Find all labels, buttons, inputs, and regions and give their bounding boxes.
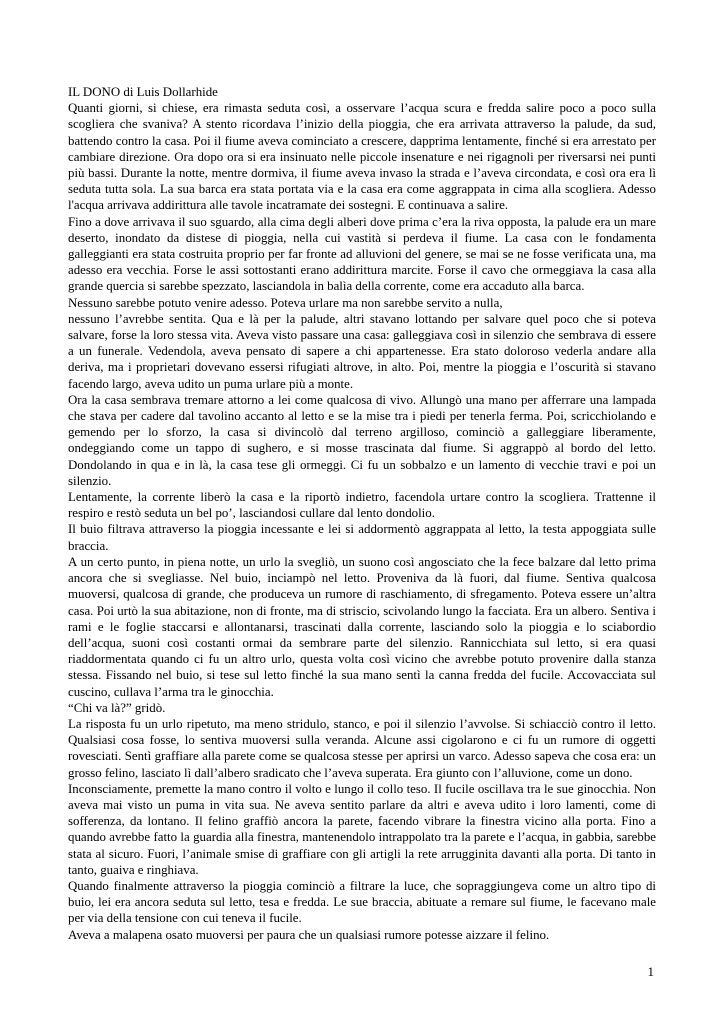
document-title: IL DONO di Luis Dollarhide <box>68 85 218 99</box>
paragraph: Quando finalmente attraverso la pioggia cominciò a filtrare la luce, che sopraggiungeva come un altro tipo di buio, lei era ancora seduta sul letto, tesa e fredda. Le sue braccia, abituate a remare sul fiume, le facevano male per via della tensione con cui teneva il fucile. <box>68 878 656 926</box>
paragraph: “Chi va là?” gridò. <box>68 700 166 715</box>
paragraph: Inconsciamente, premette la mano contro il volto e lungo il collo teso. Il fucile oscillava tra le sue ginocchia. Non aveva mai visto un puma in vita sua. Ne aveva sentito parlare da altri e aveva udito i loro lamenti, come di sofferenza, da lontano. Il felino graffiò ancora la parete, facendo vibrare la finestra vicino alla porta. Fino a quando avrebbe fatto la guardia alla finestra, mantenendolo intrappolato tra la parete e l’acqua, in gabbia, sarebbe stata al sicuro. Fuori, l’animale smise di graffiare con gli artigli la rete arrugginita davanti alla porta. Di tanto in tanto, guaiva e ringhiava. <box>68 781 656 877</box>
document-body <box>68 84 656 943</box>
paragraph: A un certo punto, in piena notte, un urlo la svegliò, un suono così angosciato che la fece balzare dal letto prima ancora che si svegliasse. Nel buio, inciampò nel letto. Proveniva da là fuori, dal fiume. Sentiva qualcosa muoversi, qualcosa di grande, che produceva un rumore di raschiamento, di sfregamento. Poteva essere un’altra casa. Poi urtò la sua abitazione, non di fronte, ma di striscio, scivolando lungo la facciata. Era un albero. Sentiva i rami e le foglie staccarsi e allontanarsi, trascinati dalla corrente, lasciando solo la pioggia e lo sciabordio dell’acqua, suoni così costanti ormai da sembrare parte del silenzio. Rannicchiata sul letto, si era quasi riaddormentata quando ci fu un altro urlo, questa volta così vicino che avrebbe potuto provenire dalla stanza stessa. Fissando nel buio, si tese sul letto finché la sua mano sentì la canna fredda del fucile. Accovacciata sul cuscino, cullava l’arma tra le ginocchia. <box>68 554 656 699</box>
paragraph: Ora la casa sembrava tremare attorno a lei come qualcosa di vivo. Allungò una mano per afferrare una lampada che stava per cadere dal tavolino accanto al letto e se la mise tra i piedi per tenerla ferma. Poi, scricchiolando e gemendo per lo sforzo, la casa si divincolò dal terreno argilloso, cominciò a galleggiare liberamente, ondeggiando come un tappo di sughero, e si mosse trascinata dal fiume. Si aggrappò al bordo del letto. Dondolando in qua e in là, la casa tese gli ormeggi. Ci fu un sobbalzo e un lamento di vecchie travi e poi un silenzio. <box>68 392 656 488</box>
paragraph: Fino a dove arrivava il suo sguardo, alla cima degli alberi dove prima c’era la riva opposta, la palude era un mare deserto, inondato da distese di pioggia, nella cui vastità si perdeva il fiume. La casa con le fondamenta galleggianti era stata costruita proprio per far fronte ad alluvioni del genere, se mai se ne fosse verificata una, ma adesso era vecchia. Forse le assi sottostanti erano addirittura marcite. Forse il cavo che ormeggiava la casa alla grande quercia si sarebbe spezzato, lasciandola in balìa della corrente, come era accaduto alla barca. <box>68 214 656 294</box>
paragraph: Quanti giorni, si chiese, era rimasta seduta così, a osservare l’acqua scura e fredda salire poco a poco sulla scogliera che svaniva? A stento ricordava l’inizio della pioggia, che era arrivata attraverso la palude, da sud, battendo contro la casa. Poi il fiume aveva cominciato a crescere, dapprima lentamente, finché si era arrestato per cambiare direzione. Ora dopo ora si era insinuato nelle piccole insenature e nei rigagnoli per riversarsi nei punti più bassi. Durante la notte, mentre dormiva, il fiume aveva invaso la strada e l’aveva circondata, e così ora era lì seduta tutta sola. La sua barca era stata portata via e la casa era come aggrappata in cima alla scogliera. Adesso l'acqua arrivava addirittura alle tavole incatramate dei sostegni. E continuava a salire. <box>68 101 656 213</box>
paragraph: Il buio filtrava attraverso la pioggia incessante e lei si addormentò aggrappata al letto, la testa appoggiata sulle braccia. <box>68 522 656 553</box>
paragraph: Lentamente, la corrente liberò la casa e la riportò indietro, facendola urtare contro la scogliera. Trattenne il respiro e restò seduta un bel po’, lasciandosi cullare dal lento dondolio. <box>68 490 656 521</box>
paragraph: Nessuno sarebbe potuto venire adesso. Poteva urlare ma non sarebbe servito a nulla, <box>68 295 503 310</box>
page-number: 1 <box>647 964 654 979</box>
paragraph: La risposta fu un urlo ripetuto, ma meno stridulo, stanco, e poi il silenzio l’avvolse. Si schiacciò contro il letto. Qualsiasi cosa fosse, lo sentiva muoversi sulla veranda. Alcune assi cigolarono e ci fu un rumore di oggetti rovesciati. Sentì graffiare alla parete come se qualcosa stesse per aprirsi un varco. Adesso sapeva che cosa era: un grosso felino, lasciato lì dall’albero sradicato che l’aveva superata. Era giunto con l’alluvione, come un dono. <box>68 716 656 780</box>
paragraph: Aveva a malapena osato muoversi per paura che un qualsiasi rumore potesse aizzare il felino. <box>68 927 550 942</box>
paragraph: nessuno l’avrebbe sentita. Qua e là per la palude, altri stavano lottando per salvare quel poco che si poteva salvare, forse la loro stessa vita. Aveva visto passare una casa: galleggiava così in silenzio che sembrava di essere a un funerale. Vedendola, aveva pensato di sapere a chi appartenesse. Era stato doloroso vederla andare alla deriva, ma i proprietari dovevano essersi rifugiati altrove, in alto. Poi, mentre la pioggia e l’oscurità si stavano facendo largo, aveva udito un puma urlare più a monte. <box>68 311 656 391</box>
